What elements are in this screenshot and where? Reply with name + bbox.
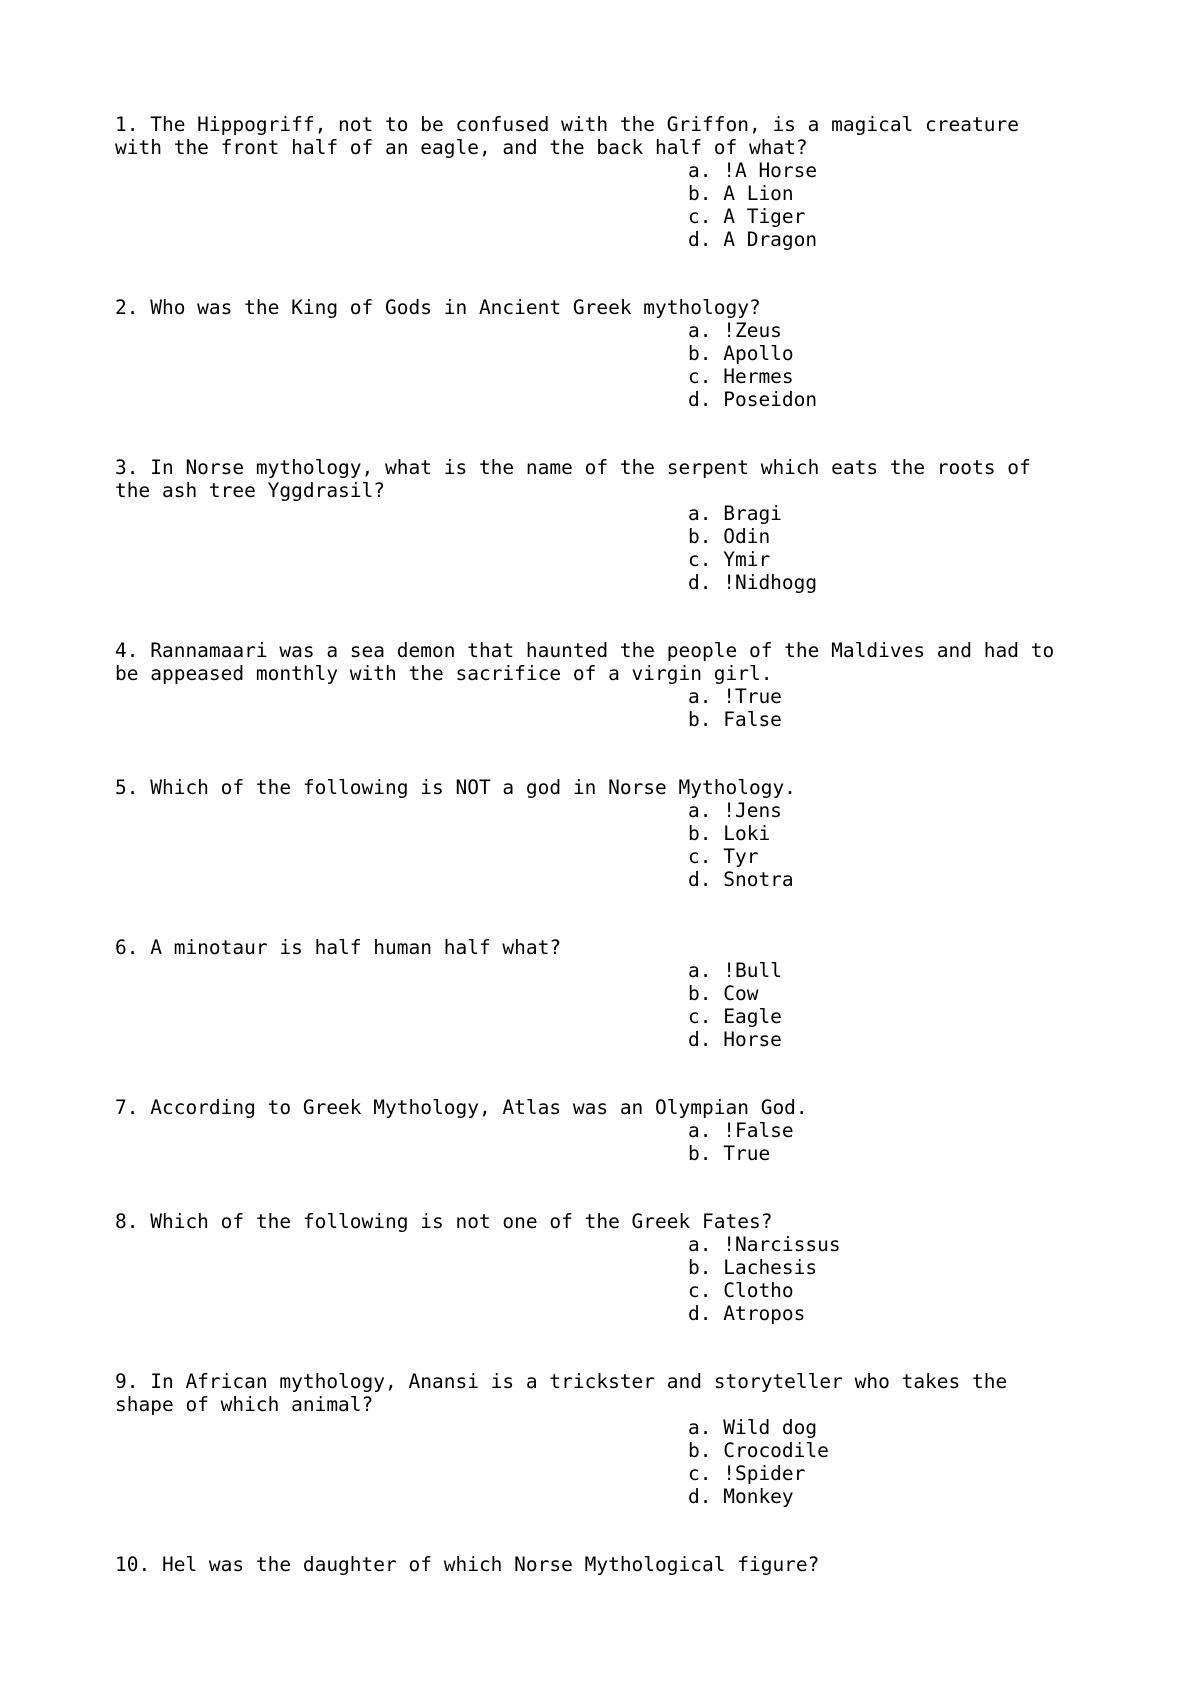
option-c: c. Eagle — [688, 1005, 782, 1028]
option-c: c. Clotho — [688, 1279, 794, 1302]
option-b: b. Cow — [688, 982, 759, 1005]
question-text: 4. Rannamaari was a sea demon that haunted the people of the Maldives and had to be appeased monthly with the sacrifice of a virgin girl. — [115, 639, 1055, 685]
question-3 — [115, 456, 1115, 594]
question-text: 10. Hel was the daughter of which Norse Mythological figure? — [115, 1553, 820, 1576]
options-list — [688, 319, 1115, 411]
question-8 — [115, 1210, 1115, 1325]
question-6 — [115, 936, 1115, 1051]
option-d: d. Monkey — [688, 1485, 794, 1508]
option-a: a. !Jens — [688, 799, 782, 822]
option-b: b. Loki — [688, 822, 771, 845]
question-text: 5. Which of the following is NOT a god in Norse Mythology. — [115, 776, 796, 799]
question-text: 9. In African mythology, Anansi is a trickster and storyteller who takes the shape of which animal? — [115, 1370, 1008, 1416]
question-text: 1. The Hippogriff, not to be confused with the Griffon, is a magical creature with the front half of an eagle, and the back half of what? — [115, 113, 1019, 159]
option-a: a. Bragi — [688, 502, 782, 525]
option-b: b. False — [688, 708, 782, 731]
options-list — [688, 1119, 1115, 1165]
option-d: d. A Dragon — [688, 228, 818, 251]
option-c: c. Ymir — [688, 548, 771, 571]
options-list — [688, 1416, 1115, 1508]
option-c: c. Hermes — [688, 365, 794, 388]
question-4 — [115, 639, 1115, 731]
option-d: d. Horse — [688, 1028, 782, 1051]
option-b: b. Odin — [688, 525, 771, 548]
options-list — [688, 685, 1115, 731]
option-d: d. Poseidon — [688, 388, 818, 411]
option-b: b. Apollo — [688, 342, 794, 365]
question-10 — [115, 1553, 1115, 1576]
question-5 — [115, 776, 1115, 891]
options-list — [688, 502, 1115, 594]
question-text: 3. In Norse mythology, what is the name of the serpent which eats the roots of the ash tree Yggdrasil? — [115, 456, 1031, 502]
option-d: d. !Nidhogg — [688, 571, 818, 594]
option-b: b. Lachesis — [688, 1256, 818, 1279]
option-c: c. Tyr — [688, 845, 759, 868]
options-list — [688, 959, 1115, 1051]
option-b: b. A Lion — [688, 182, 794, 205]
option-b: b. Crocodile — [688, 1439, 829, 1462]
quiz-page — [115, 113, 1115, 1576]
question-text: 8. Which of the following is not one of the Greek Fates? — [115, 1210, 773, 1233]
option-a: a. !Narcissus — [688, 1233, 841, 1256]
option-d: d. Atropos — [688, 1302, 806, 1325]
option-c: c. !Spider — [688, 1462, 806, 1485]
option-a: a. !A Horse — [688, 159, 818, 182]
question-text: 2. Who was the King of Gods in Ancient Greek mythology? — [115, 296, 761, 319]
question-text: 7. According to Greek Mythology, Atlas was an Olympian God. — [115, 1096, 808, 1119]
question-1 — [115, 113, 1115, 251]
option-a: a. !True — [688, 685, 782, 708]
option-a: a. Wild dog — [688, 1416, 818, 1439]
option-d: d. Snotra — [688, 868, 794, 891]
option-a: a. !False — [688, 1119, 794, 1142]
question-9 — [115, 1370, 1115, 1508]
option-a: a. !Zeus — [688, 319, 782, 342]
option-b: b. True — [688, 1142, 771, 1165]
question-2 — [115, 296, 1115, 411]
options-list — [688, 1233, 1115, 1325]
option-c: c. A Tiger — [688, 205, 806, 228]
options-list — [688, 159, 1115, 251]
option-a: a. !Bull — [688, 959, 782, 982]
question-text: 6. A minotaur is half human half what? — [115, 936, 562, 959]
question-7 — [115, 1096, 1115, 1165]
options-list — [688, 799, 1115, 891]
